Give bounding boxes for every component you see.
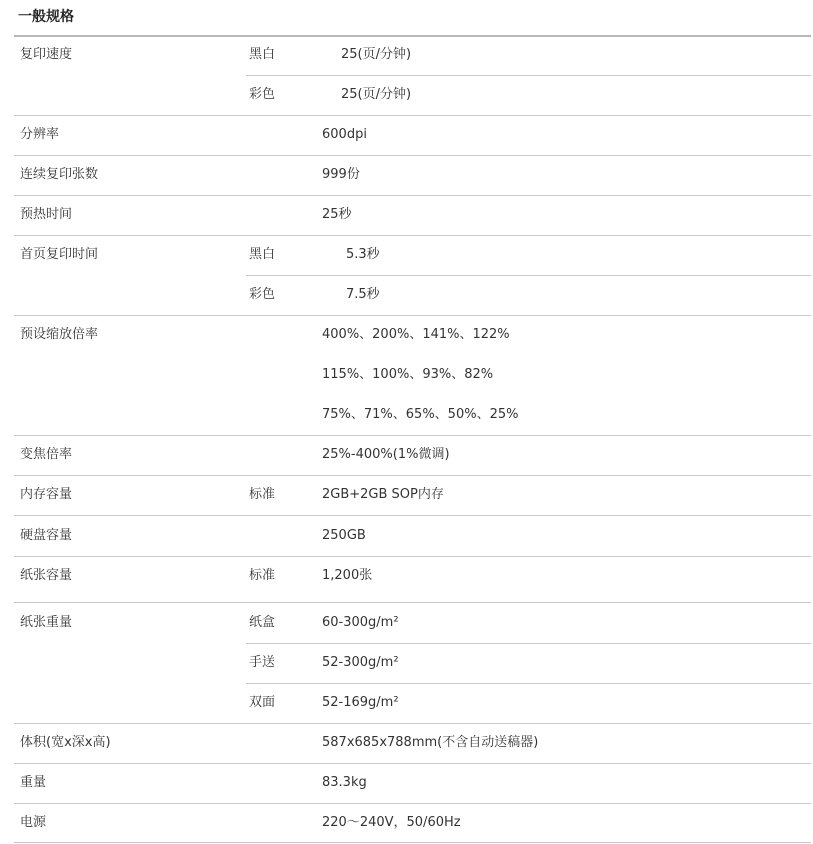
row-value: 7.5秒: [346, 287, 380, 302]
row-divider: [14, 435, 811, 436]
row-divider: [14, 602, 811, 603]
row-value: 1,200张: [322, 568, 373, 583]
section-title: 一般规格: [18, 9, 74, 25]
row-divider: [14, 155, 811, 156]
row-label: 复印速度: [20, 47, 73, 62]
row-sublabel: 标准: [249, 568, 276, 583]
row-sublabel: 纸盒: [249, 615, 276, 630]
row-value: 25秒: [322, 207, 352, 222]
row-divider: [14, 842, 811, 843]
sub-divider: [246, 643, 811, 644]
row-value: 115%、100%、93%、82%: [322, 367, 494, 382]
row-sublabel: 黑白: [249, 247, 276, 262]
row-label: 纸张容量: [20, 568, 73, 583]
row-value: 25(页/分钟): [341, 87, 412, 102]
row-label: 首页复印时间: [20, 247, 99, 262]
row-divider: [14, 315, 811, 316]
row-value: 2GB+2GB SOP内存: [322, 487, 444, 502]
row-label: 硬盘容量: [20, 528, 73, 543]
row-label: 预热时间: [20, 207, 73, 222]
row-sublabel: 黑白: [249, 47, 276, 62]
row-value: 75%、71%、65%、50%、25%: [322, 407, 519, 422]
row-value: 52-300g/m²: [322, 655, 399, 670]
row-label: 体积(宽x深x高): [20, 735, 111, 750]
row-label: 电源: [20, 815, 47, 830]
row-divider: [14, 723, 811, 724]
row-sublabel: 标准: [249, 487, 276, 502]
row-sublabel: 双面: [249, 695, 276, 710]
row-value: 5.3秒: [346, 247, 380, 262]
row-label: 预设缩放倍率: [20, 327, 99, 342]
row-divider: [14, 803, 811, 804]
row-divider: [14, 515, 811, 516]
row-divider: [14, 195, 811, 196]
row-value: 600dpi: [322, 127, 367, 142]
title-divider: [14, 35, 811, 37]
row-value: 60-300g/m²: [322, 615, 399, 630]
row-value: 999份: [322, 167, 360, 182]
sub-divider: [246, 683, 811, 684]
row-divider: [14, 763, 811, 764]
row-divider: [14, 235, 811, 236]
row-divider: [14, 556, 811, 557]
row-sublabel: 手送: [249, 655, 276, 670]
sub-divider: [246, 275, 811, 276]
row-value: 83.3kg: [322, 775, 367, 790]
row-label: 连续复印张数: [20, 167, 99, 182]
row-value: 25%-400%(1%微调): [322, 447, 450, 462]
sub-divider: [246, 75, 811, 76]
row-value: 25(页/分钟): [341, 47, 412, 62]
row-sublabel: 彩色: [249, 87, 276, 102]
row-value: 587x685x788mm(不含自动送稿器): [322, 735, 539, 750]
row-label: 纸张重量: [20, 615, 73, 630]
row-divider: [14, 475, 811, 476]
row-value: 400%、200%、141%、122%: [322, 327, 510, 342]
row-label: 分辨率: [20, 127, 60, 142]
row-value: 52-169g/m²: [322, 695, 399, 710]
row-label: 内存容量: [20, 487, 73, 502]
row-label: 重量: [20, 775, 47, 790]
row-sublabel: 彩色: [249, 287, 276, 302]
row-label: 变焦倍率: [20, 447, 73, 462]
row-value: 220～240V，50/60Hz: [322, 815, 461, 830]
row-value: 250GB: [322, 528, 366, 543]
row-divider: [14, 115, 811, 116]
